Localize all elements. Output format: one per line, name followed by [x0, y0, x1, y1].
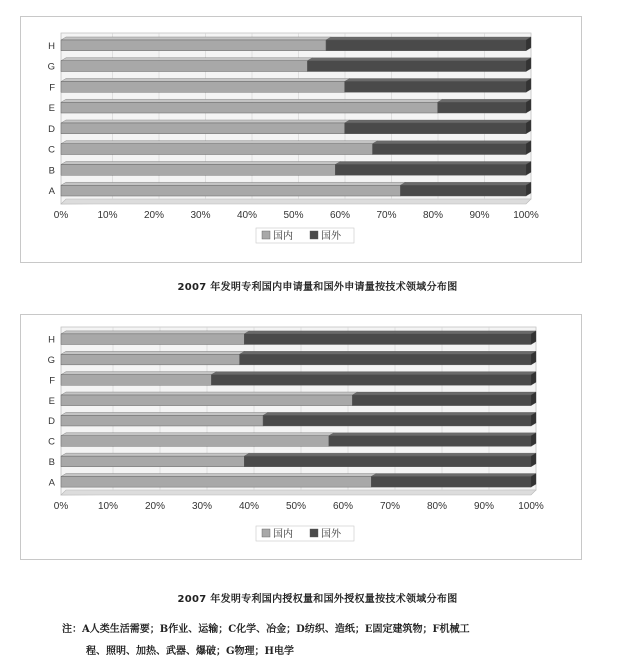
x-tick-label-4: 40%: [238, 501, 260, 512]
legend-swatch-0: [262, 529, 270, 537]
x-tick-label-7: 70%: [379, 501, 401, 512]
bar-top-A-国内: [61, 182, 405, 185]
x-tick-label-4: 40%: [236, 210, 258, 221]
bar-E-国内: [61, 102, 438, 113]
category-label-E: E: [48, 103, 55, 115]
plot-floor: [61, 490, 536, 495]
bar-G-国内: [61, 354, 240, 365]
category-label-C: C: [48, 436, 55, 448]
bar-B-国外: [244, 456, 531, 467]
bar-top-D-国外: [263, 412, 536, 415]
category-label-F: F: [49, 82, 55, 94]
bar-E-国外: [438, 102, 526, 113]
category-label-G: G: [47, 61, 55, 73]
bar-top-H-国外: [326, 37, 531, 40]
bar-B-国内: [61, 456, 244, 467]
bar-A-国内: [61, 477, 371, 488]
bar-top-F-国外: [211, 372, 536, 375]
bar-top-B-国外: [335, 161, 531, 164]
legend-swatch-1: [310, 231, 318, 239]
bar-top-F-国内: [61, 78, 350, 81]
bar-C-国外: [373, 144, 526, 155]
category-label-D: D: [48, 123, 55, 135]
x-tick-label-9: 90%: [469, 210, 490, 221]
bar-top-E-国外: [352, 392, 536, 395]
bar-top-C-国外: [373, 141, 531, 144]
bar-F-国外: [211, 375, 531, 386]
bar-G-国外: [240, 354, 531, 365]
bar-F-国内: [61, 81, 345, 92]
x-tick-label-5: 50%: [285, 501, 307, 512]
bar-top-D-国内: [61, 120, 350, 123]
category-label-E: E: [48, 395, 55, 407]
x-tick-label-3: 30%: [191, 501, 213, 512]
legend-swatch-0: [262, 231, 270, 239]
x-tick-label-6: 60%: [329, 210, 351, 221]
bar-E-国内: [61, 395, 352, 406]
bar-A-国外: [371, 477, 531, 488]
legend: [256, 526, 354, 541]
bar-A-国内: [61, 185, 400, 196]
bar-top-G-国内: [61, 351, 245, 354]
category-label-D: D: [48, 416, 55, 428]
bar-E-国外: [352, 395, 531, 406]
x-tick-label-2: 20%: [143, 210, 165, 221]
bar-D-国外: [345, 123, 526, 134]
bar-top-B-国外: [244, 453, 536, 456]
bar-top-D-国内: [61, 412, 268, 415]
x-tick-label-1: 10%: [97, 501, 119, 512]
bar-top-G-国外: [307, 58, 531, 61]
bar-top-C-国外: [329, 433, 536, 436]
bar-D-国内: [61, 123, 345, 134]
x-tick-label-10: 100%: [518, 501, 544, 512]
x-tick-label-0: 0%: [53, 501, 69, 512]
bar-top-C-国内: [61, 141, 378, 144]
bar-A-国外: [400, 185, 526, 196]
bar-G-国内: [61, 61, 307, 72]
category-label-B: B: [48, 456, 55, 468]
bar-top-E-国内: [61, 99, 443, 102]
x-tick-label-5: 50%: [283, 210, 304, 221]
category-label-C: C: [48, 144, 55, 156]
bar-top-B-国内: [61, 161, 340, 164]
stacked-bar-chart-grants: [21, 315, 581, 559]
bar-top-H-国内: [61, 37, 331, 40]
x-tick-label-8: 80%: [426, 501, 448, 512]
bar-top-G-国外: [240, 351, 536, 354]
bar-D-国内: [61, 415, 263, 426]
legend-label-0: 国内: [273, 231, 293, 242]
category-label-F: F: [49, 375, 55, 387]
x-tick-label-10: 100%: [513, 210, 539, 221]
chart-caption-grants: 2007 年发明专利国内授权量和国外授权量按技术领域分布图: [177, 594, 458, 605]
bar-D-国外: [263, 415, 531, 426]
bar-top-A-国外: [400, 182, 531, 185]
bar-top-D-国外: [345, 120, 531, 123]
x-tick-label-9: 90%: [473, 501, 495, 512]
x-tick-label-2: 20%: [144, 501, 166, 512]
bar-G-国外: [307, 61, 526, 72]
legend-label-1: 国外: [321, 529, 341, 540]
bar-C-国内: [61, 144, 373, 155]
bar-top-B-国内: [61, 453, 249, 456]
bar-top-H-国内: [61, 331, 249, 334]
x-tick-label-1: 10%: [97, 210, 118, 221]
footnote-line-2: 程、照明、加热、武器、爆破；G物理；H电学: [86, 646, 294, 657]
category-label-B: B: [48, 165, 55, 177]
category-label-G: G: [47, 355, 55, 367]
stacked-bar-chart-applications: [21, 17, 581, 262]
bar-F-国内: [61, 375, 211, 386]
plot-floor: [61, 199, 531, 204]
bar-top-E-国内: [61, 392, 357, 395]
bar-top-F-国内: [61, 372, 216, 375]
bar-H-国内: [61, 40, 326, 51]
bar-top-C-国内: [61, 433, 334, 436]
x-tick-label-6: 60%: [332, 501, 354, 512]
footnote-line-1: 注：A人类生活需要；B作业、运输；C化学、冶金；D纺织、造纸；E固定建筑物；F机械工: [62, 624, 470, 635]
bar-H-国内: [61, 334, 244, 345]
category-label-H: H: [48, 334, 55, 346]
bar-C-国内: [61, 436, 329, 447]
bar-B-国外: [335, 164, 526, 175]
legend-label-0: 国内: [273, 529, 293, 540]
x-tick-label-0: 0%: [53, 210, 69, 221]
x-tick-label-7: 70%: [376, 210, 397, 221]
chart-panel-grants: [20, 314, 582, 560]
x-tick-label-8: 80%: [422, 210, 444, 221]
bar-top-A-国内: [61, 474, 376, 477]
category-label-A: A: [48, 186, 55, 198]
legend-swatch-1: [310, 529, 318, 537]
bar-top-A-国外: [371, 474, 536, 477]
chart-caption-applications: 2007 年发明专利国内申请量和国外申请量按技术领域分布图: [177, 282, 458, 293]
category-label-H: H: [48, 40, 55, 52]
category-label-A: A: [48, 477, 55, 489]
bar-F-国外: [345, 81, 526, 92]
legend: [256, 228, 354, 243]
legend-label-1: 国外: [321, 231, 341, 242]
x-tick-label-3: 30%: [190, 210, 211, 221]
bar-top-G-国内: [61, 58, 312, 61]
bar-top-F-国外: [345, 78, 531, 81]
bar-H-国外: [326, 40, 526, 51]
bar-H-国外: [244, 334, 531, 345]
bar-B-国内: [61, 164, 335, 175]
bar-top-H-国外: [244, 331, 536, 334]
chart-panel-applications: [20, 16, 582, 263]
bar-C-国外: [329, 436, 531, 447]
bar-top-E-国外: [438, 99, 531, 102]
